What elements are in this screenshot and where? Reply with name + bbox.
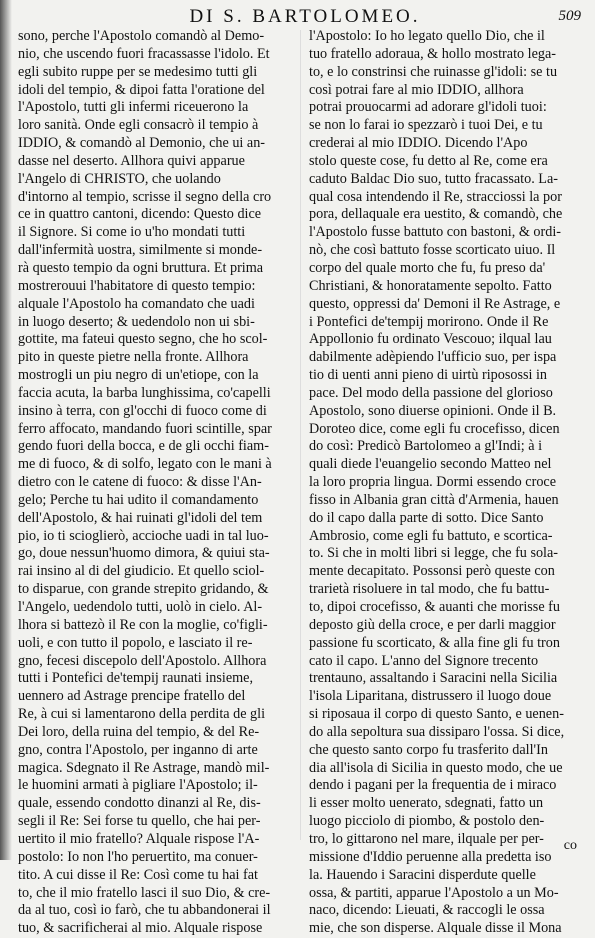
text-line: pito in queste pietre nella fronte. Allhora [18,349,249,366]
text-line: le huomini armati à pigliare l'Apostolo; il- [18,777,258,794]
text-line: quali diede l'euangelio secondo Matteo nel [309,456,552,473]
text-line: questo, oppressi da' Demoni il Re Astrage, e [309,295,561,312]
text-line: segli il Re: Sei forse tu quello, che hai per- [18,813,261,830]
text-line: loro sanità. Onde egli consacrò il tempio à [18,117,259,134]
text-line: Dei loro, della ruina del tempio, & del Re- [18,723,260,740]
page-number: 509 [558,8,581,24]
text-line: mie, che son disperse. Alquale disse il Mona [309,920,562,937]
text-line: dell'Apostolo, & hai ruinati gl'idoli del tem [18,509,263,526]
text-line: Re, à cui si lamentarono della perdita de gli [18,706,266,723]
text-line: alquale l'Apostolo ha comandato che uadi [18,295,255,312]
text-line: gno, contra l'Apostolo, per inganno di arte [18,741,258,758]
text-line: dia all'isola di Sicilia in questo modo, che ue [309,759,563,776]
text-line: me di fuoco, & di solfo, legato con le mani à [18,456,272,473]
text-line: lhora si battezò il Re con la moglie, co'figli- [18,616,268,633]
text-line: se non lo farai io spezzarò i tuoi Dei, e tu [309,117,543,134]
text-line: i Pontefici de'tempij morirono. Onde il Re [309,313,549,330]
text-line: egli subito ruppe per se medesimo tutti gli [18,63,258,80]
text-line: go, doue nessun'huomo dimora, & quiui sta- [18,545,270,562]
text-line: to, che il mio fratello lasci il suo Dio, & cre- [18,884,271,901]
text-line: uennero ad Astrage prencipe fratello del [18,688,246,705]
text-line: trentauno, assaltando i Saracini nella Sicilia [309,670,558,687]
text-line: deposto giù della croce, e per darli maggior [309,616,556,633]
text-line: rà questo tempio da ogni bruttura. Et prima [18,259,264,276]
text-line: stolo queste cose, fu detto al Re, come era [309,152,548,169]
text-line: cato il capo. L'anno del Signore trecento [309,652,539,669]
text-line: Apostolo, sono diuerse opinioni. Onde il B. [309,402,557,419]
text-line: to disparue, con grande strepito gridando, & [18,581,269,598]
right-text-column [309,28,581,938]
text-line: to. Si che in molti libri si legge, che fu sola- [309,545,559,562]
text-line: gno, fecesi discepolo dell'Apostolo. Allhora [18,652,267,669]
text-line: qual cosa intendendo il Re, stracciossi la por [309,188,562,205]
text-line: pio, io ti scioglierò, accioche uadi in tal luo- [18,527,269,544]
text-line: to, dipoi crocefisso, & auanti che morisse fu [309,599,560,615]
text-line: potrai prouocarmi ad adorare gl'idoli tuoi: [309,99,547,116]
text-line: uoli, e con tutto il popolo, e lasciato il re- [18,634,253,651]
text-line: to, e lo constrinsi che ruinasse gl'idoli: se tu [309,63,558,80]
text-line: li esser molto uenerato, sdegnati, fatto un [309,795,544,812]
text-line: l'Apostolo, tutti gli infermi riceuerono la [18,99,249,116]
text-line: da al tuo, così io farò, che tu abbandonerai il [18,902,271,919]
text-line: l'Angelo, uedendolo tutti, uolò in cielo. Al- [18,599,263,615]
text-line: ossa, & partiti, apparue l'Apostolo a un Mo- [309,884,559,901]
text-line: luogo picciolo di piombo, & postolo den- [309,813,545,830]
text-line: crederai al mio IDDIO. Dicendo l'Apo [309,135,528,152]
text-line: tuo fratello adoraua, & hollo mostrato lega- [309,45,557,62]
text-line: tio di uenti anni pieno di uirtù riposossi in [309,367,548,384]
text-line: dietro con le catene di fuoco: & disse l'An- [18,474,262,491]
text-line: Doroteo dice, come egli fu crocefisso, dicen [309,420,560,437]
text-line: nio, che uscendo fuori fracassasse l'idolo. Et [18,45,270,62]
text-line: tro, lo gittarono nel mare, ilquale per per- [309,830,544,847]
text-line: do così: Predicò Bartolomeo a gl'Indi; à i [309,438,543,455]
text-line: faccia acuta, la barba lunghissima, co'capelli [18,384,271,401]
text-line: Ambrosio, come egli fu battuto, e scortica- [309,527,553,544]
text-line: l'Apostolo: Io ho legato quello Dio, che il [309,28,545,44]
text-line: pace. Del modo della passione del glorioso [309,384,553,401]
catchword: co [563,838,577,853]
text-line: IDDIO, & comandò al Demonio, che ui an- [18,135,266,152]
text-line: trarietà risoluere in tal modo, che fu battu- [309,581,550,598]
text-line: tito. A cui disse il Re: Così come tu hai fat [18,866,258,883]
text-line: in luogo deserto; & uedendolo non ui sbi- [18,313,255,330]
text-line: l'Angelo di CHRISTO, che uolando [18,170,221,187]
text-line: uertito il mio fratello? Alquale rispose l'A- [18,830,260,847]
text-line: insino à terra, con gl'occhi di fuoco come di [18,402,267,419]
text-line: che questo santo corpo fu trasferito dall'In [309,741,548,758]
running-title: DI S. BARTOLOMEO. [189,6,421,27]
text-line: postolo: Io non l'ho peruertito, ma conuer- [18,848,258,865]
text-line: fisso in Albania gran città d'Armenia, hauen [309,491,559,508]
text-line: Christiani, & honoratamente sepolto. Fatto [309,277,552,294]
text-line: l'Apostolo fusse battuto con bastoni, & ordi- [309,224,561,241]
text-line: pora, dellaquale era uestito, & comandò, che [309,206,563,223]
text-line: rai insino al di del giudicio. Et quello sciol- [18,563,265,580]
page-gutter-shadow [0,0,12,860]
text-line: naco, dicendo: Lieuati, & raccogli le ossa [309,902,545,919]
text-line: do il capo dalla parte di sotto. Dice Santo [309,509,544,526]
text-line: ferro affocato, mandando fuori scintille, spar [18,420,272,437]
text-line: dabilmente adèpiendo l'ufficio suo, per ispa [309,349,557,366]
text-line: gelo; Perche tu hai udito il comandamento [18,491,259,508]
text-line: si riposaua il corpo di questo Santo, e uenen- [309,706,564,723]
text-line: nò, che così battuto fosse scorticato uiuo. Il [309,242,556,259]
text-line: corpo del quale morto che fu, fu preso da' [309,259,546,276]
text-line: gottite, ma fateui questo segno, che ho scol- [18,331,268,348]
text-line: dasse nel deserto. Allhora quivi apparue [18,152,245,169]
text-line: tutti i Pontefici de'tempij raunati insieme, [18,670,254,687]
text-line: passione fu scorticato, & alla fine gli fu tron [309,634,560,651]
text-line: mostrogli un piu negro di un'etiope, con la [18,367,259,384]
text-line: mente decapitato. Possonsi però queste con [309,563,555,580]
text-line: mostrerouui l'habitatore di questo tempio: [18,277,256,294]
text-line: dall'infermità uostra, similmente si monde- [18,242,263,259]
text-line: la loro propria lingua. Dormi essendo croce [309,474,557,491]
text-line: missione d'Iddio peruenne alla predetta iso [309,848,552,865]
text-line: do alla sepoltura sua dissiparo l'ossa. Si dice, [309,723,565,740]
text-line: quale, essendo condotto dinanzi al Re, dis- [18,795,261,812]
text-line: gendo fuori della bocca, e de gli occhi fiam- [18,438,269,455]
text-line: il Signore. Si come io u'ho mondati tutti [18,224,246,241]
text-line: dendo i pagani per la frequentia de i miraco [309,777,557,794]
text-line: così potrai fare al mio IDDIO, allhora [309,81,524,98]
text-line: la. Hauendo i Saracini disperdute quelle [309,866,536,883]
column-gutter [300,30,301,840]
text-line: ce in quattro cantoni, dicendo: Questo dice [18,206,262,223]
text-line: caduto Baldac Dio suo, tutto fracassato. La- [309,170,558,187]
text-line: l'isola Liparitana, distrussero il luogo doue [309,688,552,705]
text-line: Appollonio fu ordinato Vescouo; ilqual lau [309,331,552,348]
text-line: tuo, & sacrificherai al mio. Alquale rispose [18,920,263,937]
text-line: idoli del tempio, & dipoi fatta l'oratione del [18,81,265,98]
text-line: magica. Sdegnato il Re Astrage, mandò mil- [18,759,270,776]
left-text-column [18,28,290,938]
text-line: sono, perche l'Apostolo comandò al Demo- [18,28,265,44]
text-line: d'intorno al tempio, scrisse il segno della cro [18,188,272,205]
